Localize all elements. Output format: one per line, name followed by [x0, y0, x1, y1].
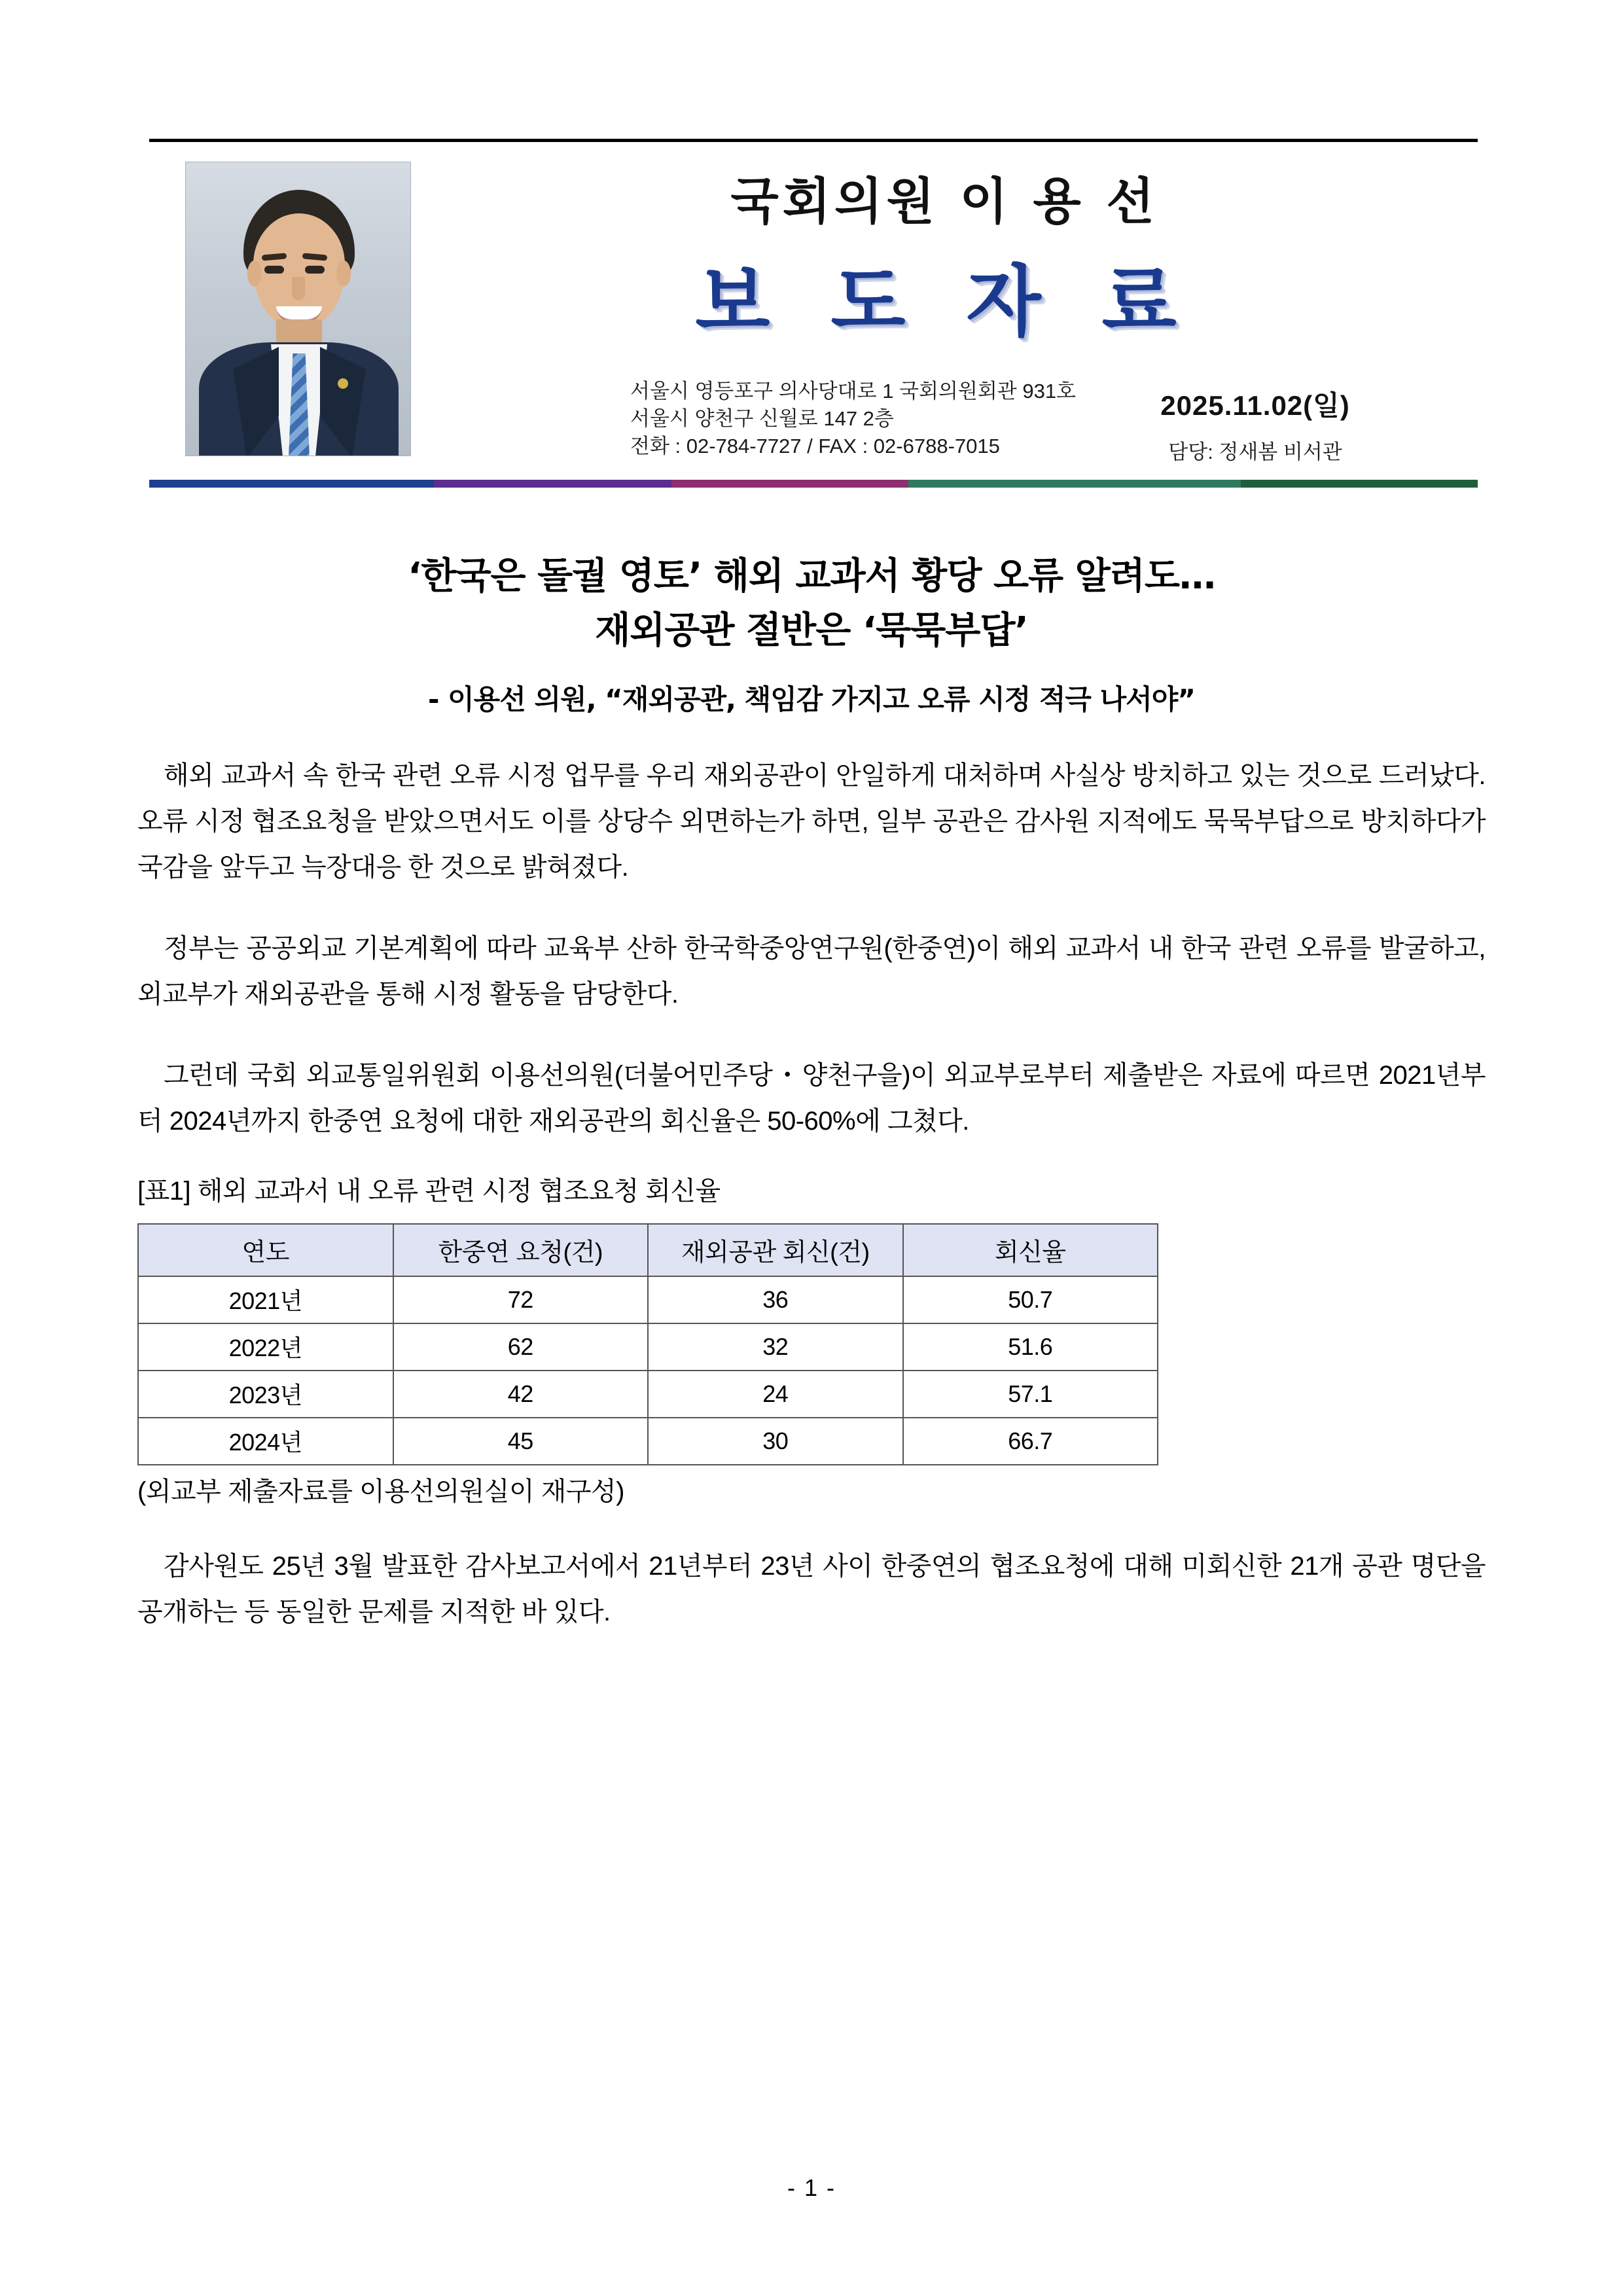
cell-reply-rate: 51.6	[903, 1323, 1158, 1371]
document-type-title: 보 도 자 료	[695, 257, 1194, 347]
paragraph-3: 그런데 국회 외교통일위원회 이용선의원(더불어민주당・양천구을)이 외교부로부터 제출받은 자료에 따르면 2021년부터 2024년까지 한중연 요청에 대한 재외공관의 회신율은 50-60%에 그쳤다.	[137, 1060, 1486, 1136]
table-row	[138, 1276, 1158, 1323]
table-row	[138, 1371, 1158, 1418]
headline-line-2: 재외공관 절반은 ‘묵묵부답’	[595, 609, 1028, 652]
cell-year: 2022년	[138, 1323, 393, 1371]
contact-staff: 담당: 정새봄 비서관	[1168, 440, 1342, 463]
headline-line-1: ‘한국은 돌궐 영토’ 해외 교과서 황당 오류 알려도…	[408, 555, 1215, 598]
reply-rate-table	[137, 1223, 1158, 1465]
column-header-replies: 재외공관 회신(건)	[648, 1224, 903, 1276]
paragraph-2: 정부는 공공외교 기본계획에 따라 교육부 산하 한국학중앙연구원(한중연)이 해외 교과서 내 한국 관련 오류를 발굴하고, 외교부가 재외공관을 통해 시정 활동을 담당한다.	[137, 933, 1486, 1009]
table-header-row	[138, 1224, 1158, 1276]
cell-requests: 45	[393, 1418, 649, 1465]
phone-fax-line: 전화 : 02-784-7727 / FAX : 02-6788-7015	[630, 434, 1000, 457]
cell-requests: 42	[393, 1371, 649, 1418]
cell-year: 2023년	[138, 1371, 393, 1418]
cell-requests: 62	[393, 1323, 649, 1371]
address-line-2: 서울시 양천구 신월로 147 2층	[630, 406, 894, 430]
column-header-reply-rate: 회신율	[903, 1224, 1158, 1276]
subheadline: - 이용선 의원, “재외공관, 책임감 가지고 오류 시정 적극 나서야”	[428, 683, 1195, 715]
address-line-1: 서울시 영등포구 의사당대로 1 국회의원회관 931호	[630, 380, 1076, 403]
release-date: 2025.11.02(일)	[1160, 390, 1350, 421]
header-color-rule	[149, 480, 1478, 488]
cell-replies: 32	[648, 1323, 903, 1371]
column-header-year: 연도	[138, 1224, 393, 1276]
header-title-block	[424, 154, 1465, 351]
office-name: 국회의원 이 용 선	[730, 172, 1158, 230]
cell-replies: 24	[648, 1371, 903, 1418]
paragraph-1: 해외 교과서 속 한국 관련 오류 시정 업무를 우리 재외공관이 안일하게 대처하며 사실상 방치하고 있는 것으로 드러났다. 오류 시정 협조요청을 받았으면서도 이를 상당수 외면하는가 하면, 일부 공관은 감사원 지적에도 묵묵부답으로 방치하다가 국감을 앞두고 늑장대응 한 것으로 밝혀졌다.	[137, 761, 1486, 882]
table-source-note: (외교부 제출자료를 이용선의원실이 재구성)	[137, 1477, 624, 1506]
lawmaker-portrait-photo	[185, 162, 411, 456]
cell-year: 2021년	[138, 1276, 393, 1323]
table-row	[138, 1418, 1158, 1465]
page-number: - 1 -	[787, 2174, 836, 2201]
table-caption: [표1] 해외 교과서 내 오류 관련 시정 협조요청 회신율	[137, 1176, 721, 1206]
cell-year: 2024년	[138, 1418, 393, 1465]
cell-requests: 72	[393, 1276, 649, 1323]
table-row	[138, 1323, 1158, 1371]
date-and-staff	[1072, 384, 1438, 465]
column-header-requests: 한중연 요청(건)	[393, 1224, 649, 1276]
header-body	[149, 142, 1478, 476]
cell-replies: 36	[648, 1276, 903, 1323]
article-content	[137, 550, 1486, 1661]
cell-reply-rate: 66.7	[903, 1418, 1158, 1465]
cell-replies: 30	[648, 1418, 903, 1465]
cell-reply-rate: 50.7	[903, 1276, 1158, 1323]
paragraph-4: 감사원도 25년 3월 발표한 감사보고서에서 21년부터 23년 사이 한중연의 협조요청에 대해 미회신한 21개 공관 명단을 공개하는 등 동일한 문제를 지적한 바 있다.	[137, 1551, 1486, 1626]
cell-reply-rate: 57.1	[903, 1371, 1158, 1418]
press-release-header	[149, 139, 1478, 476]
